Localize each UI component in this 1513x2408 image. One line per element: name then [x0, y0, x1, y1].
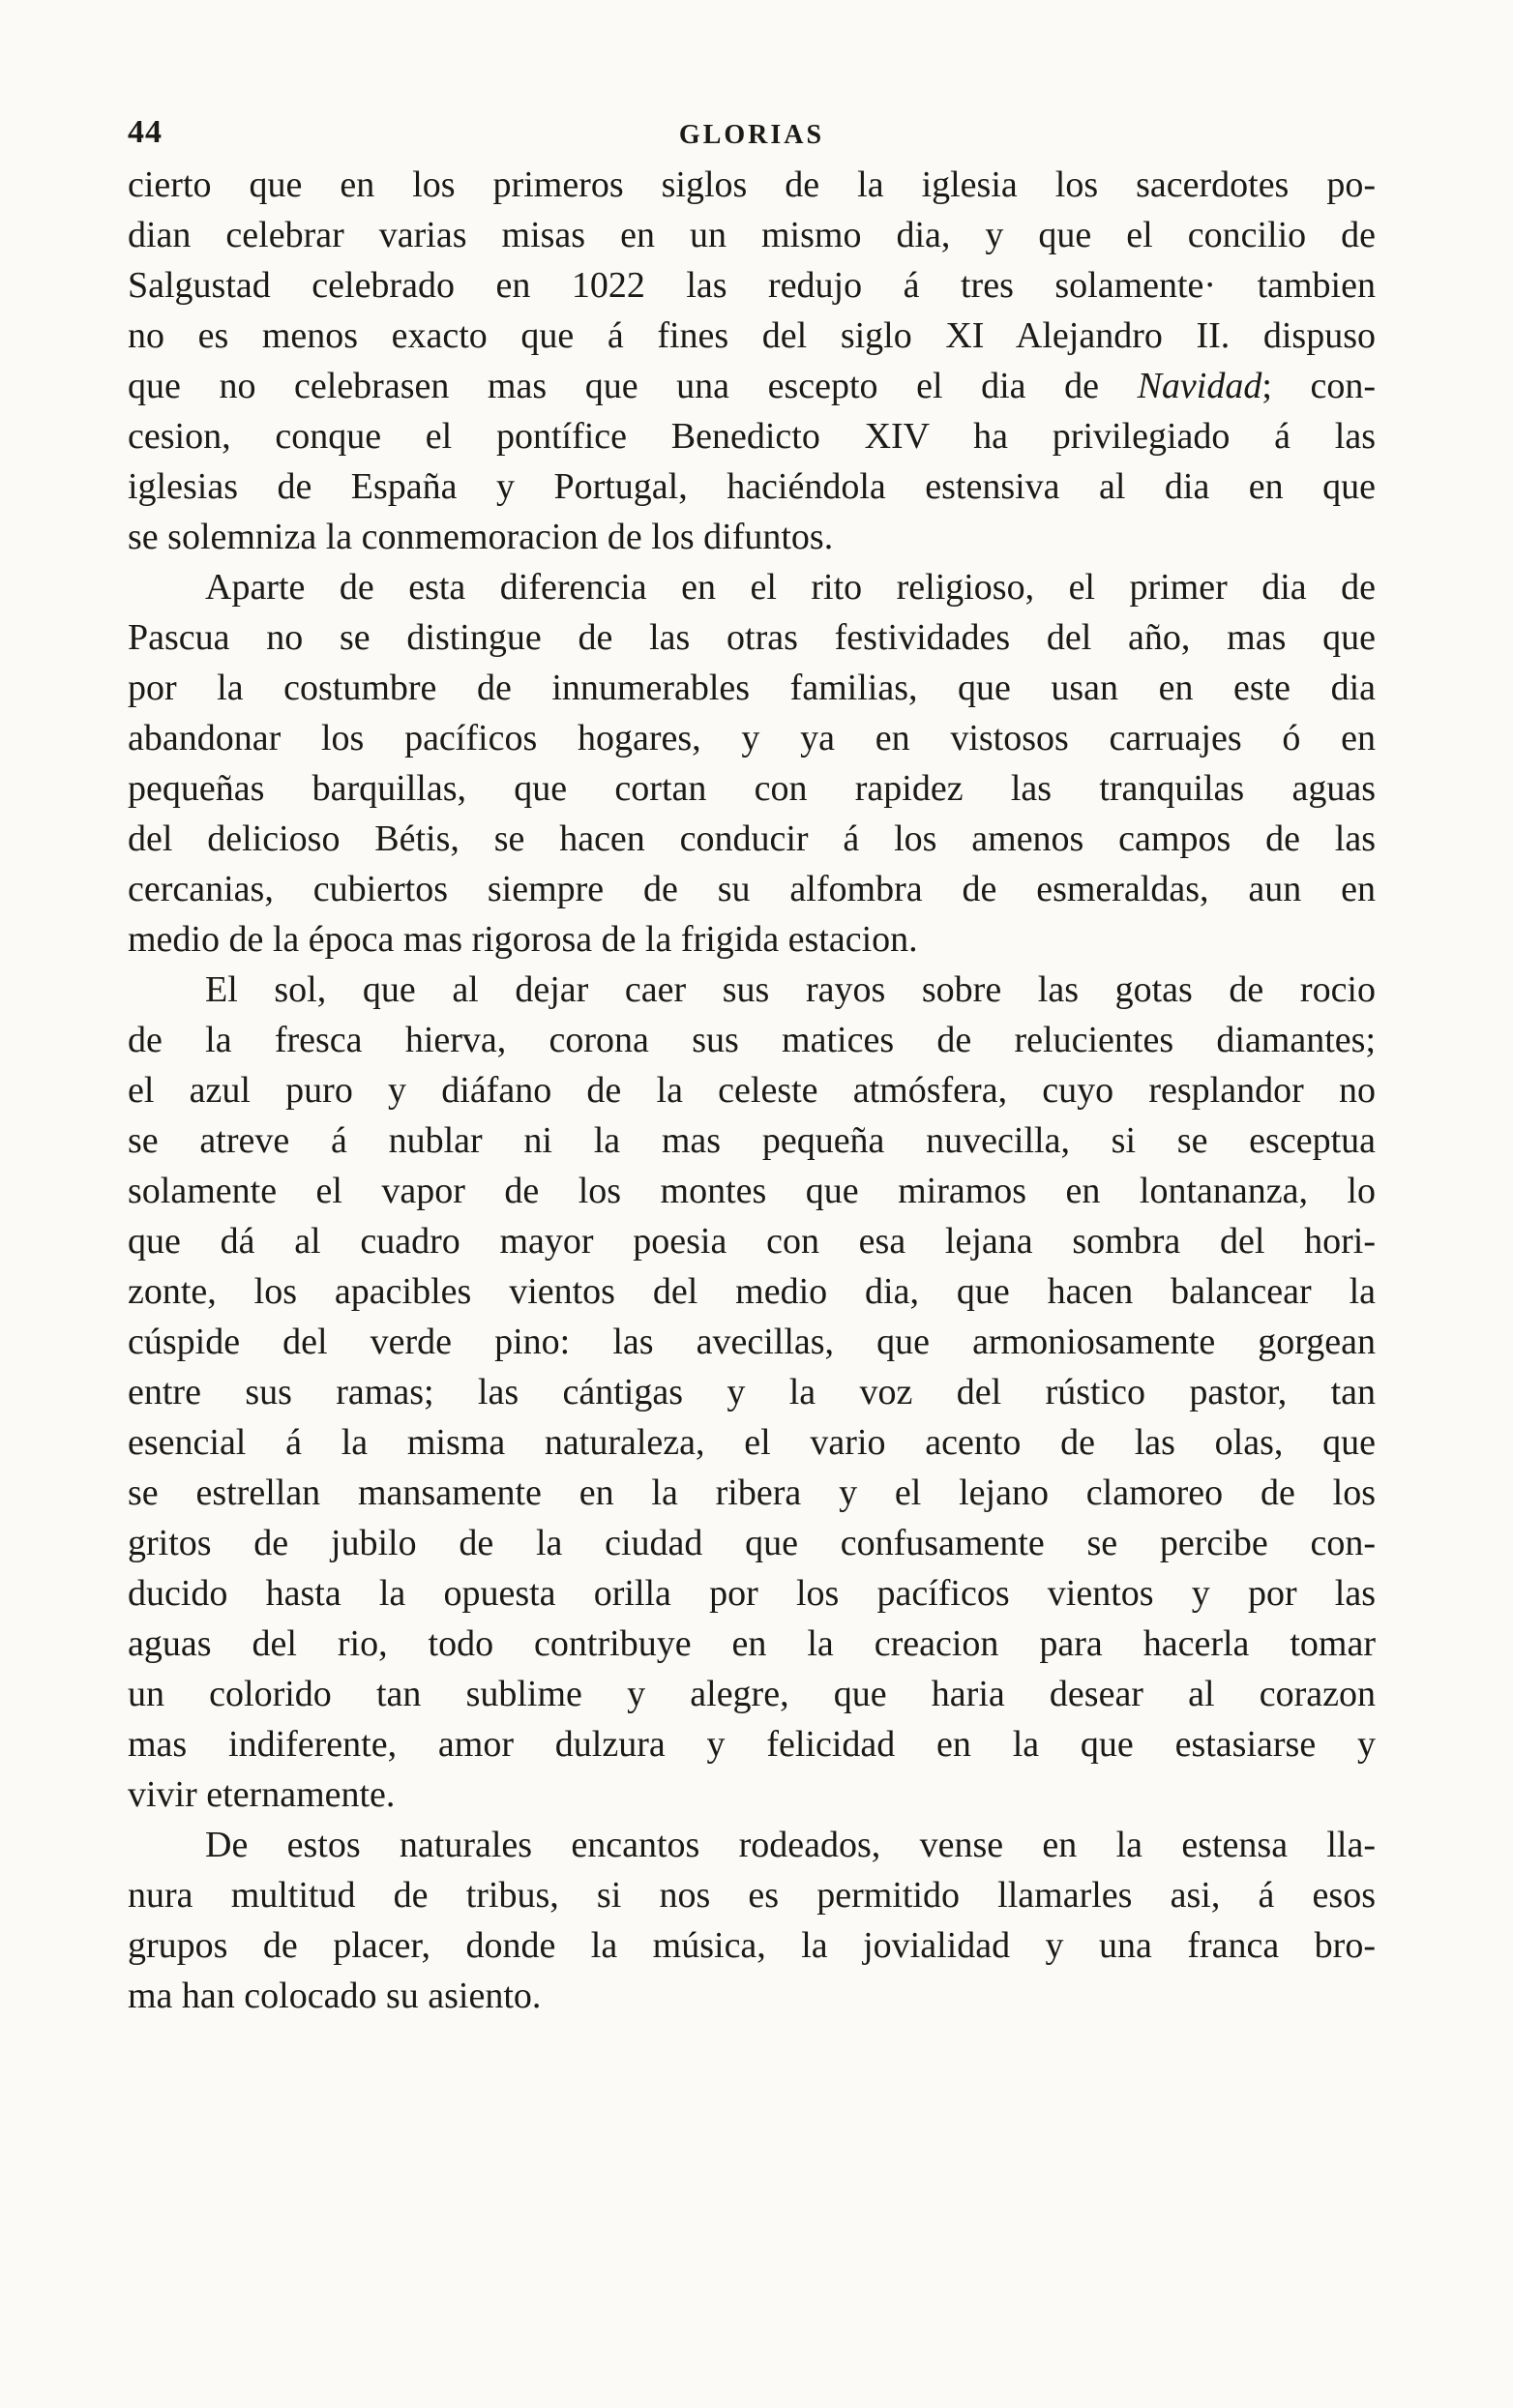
text-line: ducido hasta la opuesta orilla por los pacíficos vientos y por las	[128, 1573, 1376, 1614]
text-line: el azul puro y diáfano de la celeste atmósfera, cuyo resplandor no	[128, 1070, 1376, 1111]
text-segment: ; con-	[1261, 366, 1376, 406]
text-line: no es menos exacto que á fines del siglo XI Alejandro II. dispuso	[128, 315, 1376, 356]
text-line: cierto que en los primeros siglos de la iglesia los sacerdotes po-	[128, 164, 1376, 205]
text-line: mas indiferente, amor dulzura y felicidad en la que estasiarse y	[128, 1724, 1376, 1765]
text-line: ma han colocado su asiento.	[128, 1976, 542, 2016]
text-line: zonte, los apacibles vientos del medio dia, que hacen balancear la	[128, 1271, 1376, 1312]
text-line: por la costumbre de innumerables familias, que usan en este dia	[128, 668, 1376, 708]
text-line: Salgustad celebrado en 1022 las redujo á tres solamente· tambien	[128, 265, 1376, 306]
text-line: Pascua no se distingue de las otras festividades del año, mas que	[128, 617, 1376, 658]
text-line: gritos de jubilo de la ciudad que confusamente se percibe con-	[128, 1523, 1376, 1563]
text-line: esencial á la misma naturaleza, el vario acento de las olas, que	[128, 1422, 1376, 1463]
text-line: entre sus ramas; las cántigas y la voz del rústico pastor, tan	[128, 1372, 1376, 1412]
running-title: GLORIAS	[678, 120, 825, 150]
text-line: cesion, conque el pontífice Benedicto XIV ha privilegiado á las	[128, 416, 1376, 457]
text-line: abandonar los pacíficos hogares, y ya en vistosos carruajes ó en	[128, 718, 1376, 758]
text-segment: que no celebrasen mas que una escepto el dia de	[128, 366, 1138, 406]
text-line: del delicioso Bétis, se hacen conducir á los amenos campos de las	[128, 818, 1376, 859]
running-head	[128, 114, 1376, 163]
text-line: pequeñas barquillas, que cortan con rapidez las tranquilas aguas	[128, 768, 1376, 809]
page-number: 44	[128, 114, 163, 150]
text-line: aguas del rio, todo contribuye en la creacion para hacerla tomar	[128, 1623, 1376, 1664]
text-line: se atreve á nublar ni la mas pequeña nuvecilla, si se esceptua	[128, 1120, 1376, 1161]
text-line: medio de la época mas rigorosa de la frigida estacion.	[128, 919, 918, 960]
text-line: solamente el vapor de los montes que miramos en lontananza, lo	[128, 1171, 1376, 1211]
text-line: se estrellan mansamente en la ribera y el lejano clamoreo de los	[128, 1472, 1376, 1513]
text-line: Aparte de esta diferencia en el rito religioso, el primer dia de	[205, 567, 1376, 608]
text-line	[128, 361, 1376, 411]
text-line: dian celebrar varias misas en un mismo dia, y que el concilio de	[128, 215, 1376, 255]
text-line: iglesias de España y Portugal, haciéndola estensiva al dia en que	[128, 466, 1376, 507]
text-line: El sol, que al dejar caer sus rayos sobre las gotas de rocio	[205, 969, 1376, 1010]
text-line: vivir eternamente.	[128, 1774, 396, 1815]
text-line: grupos de placer, donde la música, la jovialidad y una franca bro-	[128, 1925, 1376, 1966]
text-line: un colorido tan sublime y alegre, que haria desear al corazon	[128, 1674, 1376, 1714]
body-text	[128, 160, 1376, 2021]
italic-word: Navidad	[1137, 366, 1262, 406]
text-line: que dá al cuadro mayor poesia con esa lejana sombra del hori-	[128, 1221, 1376, 1262]
text-line: nura multitud de tribus, si nos es permitido llamarles asi, á esos	[128, 1875, 1376, 1916]
text-line: se solemniza la conmemoracion de los difuntos.	[128, 517, 834, 557]
text-line: de la fresca hierva, corona sus matices de relucientes diamantes;	[128, 1020, 1376, 1060]
text-line: cercanias, cubiertos siempre de su alfombra de esmeraldas, aun en	[128, 869, 1376, 909]
text-line: cúspide del verde pino: las avecillas, que armoniosamente gorgean	[128, 1322, 1376, 1362]
text-line: De estos naturales encantos rodeados, vense en la estensa lla-	[205, 1825, 1376, 1865]
